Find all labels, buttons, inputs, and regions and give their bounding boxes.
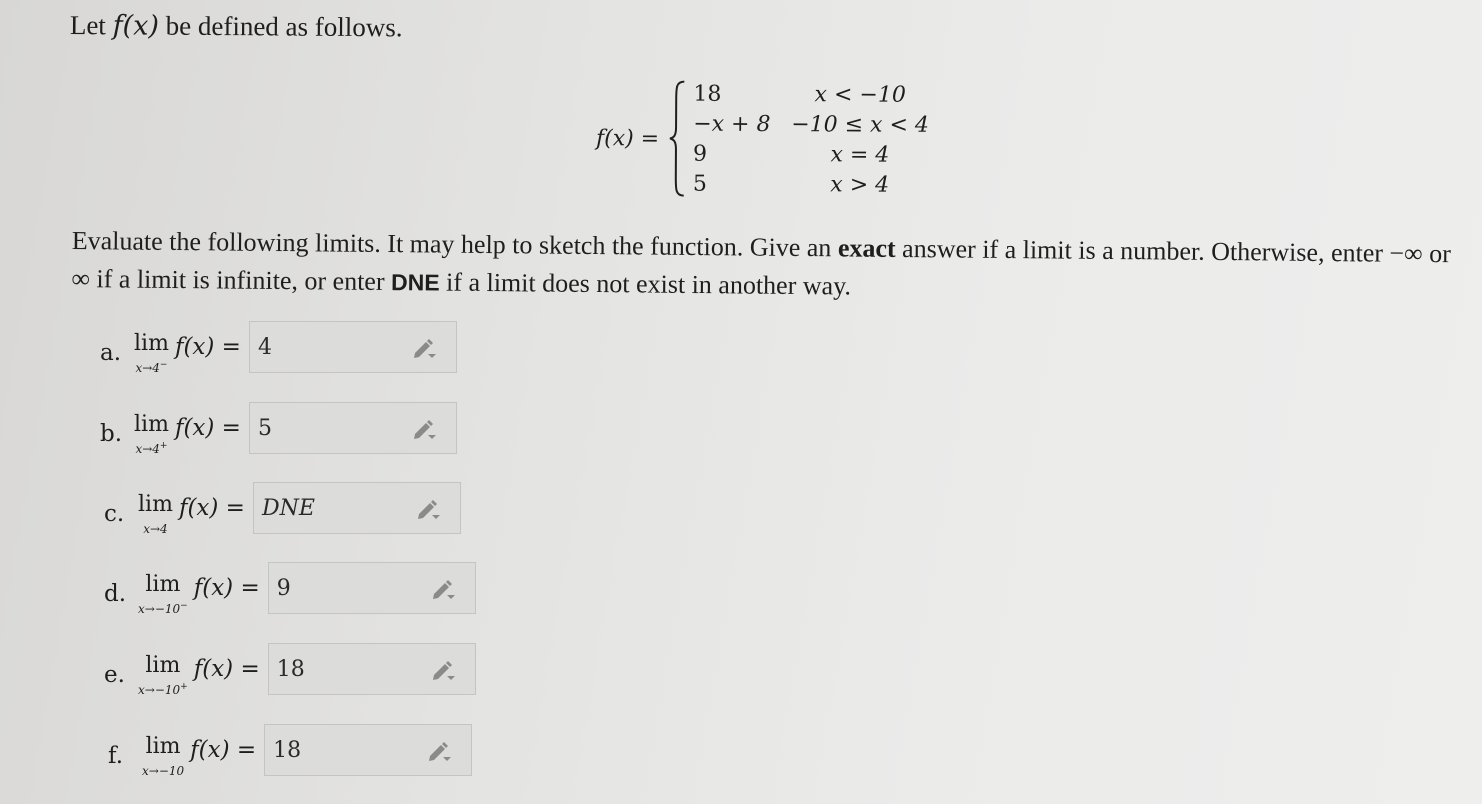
answer-value: 4 xyxy=(257,334,272,360)
limit-subscript xyxy=(138,683,188,696)
limit-function: f(x) = xyxy=(193,656,260,682)
lim-word: lim xyxy=(134,411,169,437)
answer-input-d[interactable] xyxy=(268,562,476,614)
case-cond-2: −10 ≤ x < 4 xyxy=(791,111,929,138)
instructions-dne: DNE xyxy=(390,269,440,296)
part-label: d. xyxy=(104,581,127,607)
limit-function: f(x) = xyxy=(190,737,257,763)
limit-subscript xyxy=(135,442,167,455)
pencil-icon[interactable] xyxy=(431,658,457,682)
instructions-part3: if a limit does not exist in another way. xyxy=(446,267,852,301)
answer-input-c[interactable] xyxy=(253,482,461,534)
lim-word: lim xyxy=(145,733,181,759)
instructions-exact: exact xyxy=(837,233,896,263)
answer-input-f[interactable] xyxy=(264,724,472,776)
pencil-icon[interactable] xyxy=(431,577,457,601)
limit-side: − xyxy=(159,359,168,370)
limit-approach: x→4 xyxy=(143,521,168,536)
limit-function: f(x) = xyxy=(174,334,241,360)
case-cond-4: x > 4 xyxy=(830,171,890,198)
piecewise-lhs: f(x) = xyxy=(595,125,660,151)
piecewise-cases xyxy=(693,80,929,198)
limit-approach: x→−10 xyxy=(142,763,185,778)
limit-subscript xyxy=(142,764,184,777)
instructions-part2: answer if a limit is a number. Otherwise, enter −∞ or ∞ if a limit is infinite, or enter xyxy=(71,233,1451,297)
intro-func: f(x) xyxy=(112,10,160,42)
left-brace-icon xyxy=(669,80,688,198)
case-expr-1: 18 xyxy=(693,81,722,107)
part-label: b. xyxy=(100,421,123,447)
limit-operator xyxy=(138,652,188,697)
limit-function: f(x) = xyxy=(174,415,241,441)
instructions-part1: Evaluate the following limits. It may help to sketch the function. Give an xyxy=(71,225,832,263)
answer-value: 18 xyxy=(273,737,302,763)
limit-side: + xyxy=(180,681,188,692)
limit-function: f(x) = xyxy=(193,575,260,601)
limit-subscript xyxy=(138,602,188,615)
answer-input-b[interactable] xyxy=(249,402,457,454)
limit-question-f xyxy=(108,729,472,783)
lim-word: lim xyxy=(134,330,169,356)
part-label: c. xyxy=(104,501,125,527)
limit-question-b xyxy=(100,407,457,461)
case-cond-1: x < −10 xyxy=(814,81,906,108)
limit-approach: x→4 xyxy=(135,360,160,375)
answer-input-a[interactable] xyxy=(249,321,457,373)
limit-function: f(x) = xyxy=(178,495,245,521)
instructions-text xyxy=(71,222,1452,311)
limit-operator xyxy=(138,571,188,616)
limit-subscript xyxy=(143,522,167,535)
answer-input-e[interactable] xyxy=(268,643,476,695)
case-expr-4: 5 xyxy=(692,171,707,197)
limit-question-a xyxy=(100,326,457,380)
answer-value: DNE xyxy=(261,495,315,521)
limit-approach: x→−10 xyxy=(138,682,181,697)
limit-approach: x→−10 xyxy=(138,601,181,616)
limit-question-d xyxy=(104,567,476,621)
answer-value: 18 xyxy=(276,656,305,682)
lim-word: lim xyxy=(138,491,173,517)
limit-operator xyxy=(142,733,185,778)
case-expr-2: −x + 8 xyxy=(693,111,771,137)
limit-operator xyxy=(134,330,169,375)
lim-word: lim xyxy=(145,652,181,678)
case-cond-3: x = 4 xyxy=(830,141,890,168)
limit-side: − xyxy=(180,600,188,611)
pencil-icon[interactable] xyxy=(427,739,453,763)
part-label: f. xyxy=(108,743,124,769)
pencil-icon[interactable] xyxy=(412,336,438,360)
pencil-icon[interactable] xyxy=(412,417,438,441)
case-expr-3: 9 xyxy=(693,141,708,167)
answer-value: 5 xyxy=(257,415,272,441)
intro-text xyxy=(70,10,403,43)
limit-subscript xyxy=(135,361,167,374)
limit-question-e xyxy=(104,648,476,702)
pencil-icon[interactable] xyxy=(416,497,442,521)
intro-prefix: Let xyxy=(69,10,106,41)
part-label: a. xyxy=(100,340,122,366)
limit-approach: x→4 xyxy=(135,441,160,456)
limit-operator xyxy=(134,411,169,456)
intro-suffix: be defined as follows. xyxy=(165,10,403,43)
limit-side: + xyxy=(159,440,168,451)
answer-value: 9 xyxy=(276,575,291,601)
limit-question-c xyxy=(104,487,461,541)
limit-operator xyxy=(138,491,173,536)
part-label: e. xyxy=(104,662,125,688)
lim-word: lim xyxy=(145,571,181,597)
piecewise-definition xyxy=(596,77,929,201)
